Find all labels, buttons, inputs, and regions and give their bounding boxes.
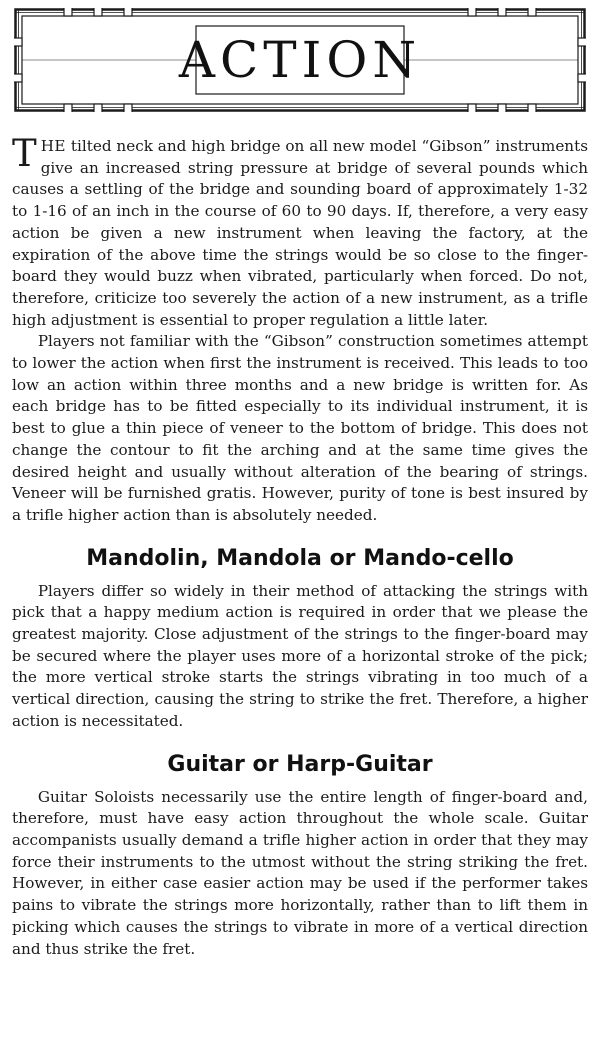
section-heading-guitar: Guitar or Harp-Guitar <box>167 751 433 777</box>
article-body <box>12 132 588 960</box>
intro-paragraph-1 <box>12 132 588 331</box>
intro-paragraph-1-text: tilted neck and high bridge on all new model “Gibson” instruments give an increased string pressure at bridge of several pounds which causes a settling of the bridge and sounding board of approximately 1-32 to 1-16 of an inch in the course of 60 to 90 days. If, therefore, a very easy action be given a new instrument when leaving the factory, at the expiration of the above time the strings would be so close to the finger-board they would buzz when vibrated, particularly when forced. Do not, therefore, criticize too severely the action of a new instrument, as a trifle high adjustment is essential to proper regulation a little later. <box>12 137 588 329</box>
section-text-mandolin: Players differ so widely in their method of attacking the strings with pick that a happy medium action is required in order that we please the greatest majority. Close adjustment of the strings to the finger-board may be secured where the player uses more of a horizontal stroke of the pick; the more vertical stroke starts the strings vibrating in too much of a vertical direction, causing the string to strike the fret. Therefore, a higher action is necessitated. <box>12 581 588 730</box>
page-title: ACTION <box>178 31 422 89</box>
intro-paragraph-2: Players not familiar with the “Gibson” construction sometimes attempt to lower the action when first the instrument is received. This leads to too low an action within three months and a new bridge is written for. As each bridge has to be fitted especially to its individual instrument, it is best to glue a thin piece of veneer to the bottom of bridge. This does not change the contour to fit the arching and at the same time gives the desired height and usually without alteration of the bearing of strings. Veneer will be furnished gratis. However, purity of tone is best insured by a trifle higher action than is absolutely needed. <box>12 332 588 524</box>
drop-cap: T <box>12 132 37 175</box>
section-text-guitar: Guitar Soloists necessarily use the entire length of finger-board and, therefore, must have easy action throughout the whole scale. Guitar accompanists usually demand a trifle higher action in order that they may force their instruments to the utmost without the string striking the fret. However, in either case easier action may be used if the performer takes pains to vibrate the strings more horizontally, rather than to lift them in picking which causes the strings to vibrate in more of a vertical direction and thus strike the fret. <box>12 787 588 958</box>
section-heading-mandolin: Mandolin, Mandola or Mando-cello <box>86 545 514 571</box>
title-frame <box>14 8 586 112</box>
drop-cap-rest: HE <box>40 137 67 155</box>
